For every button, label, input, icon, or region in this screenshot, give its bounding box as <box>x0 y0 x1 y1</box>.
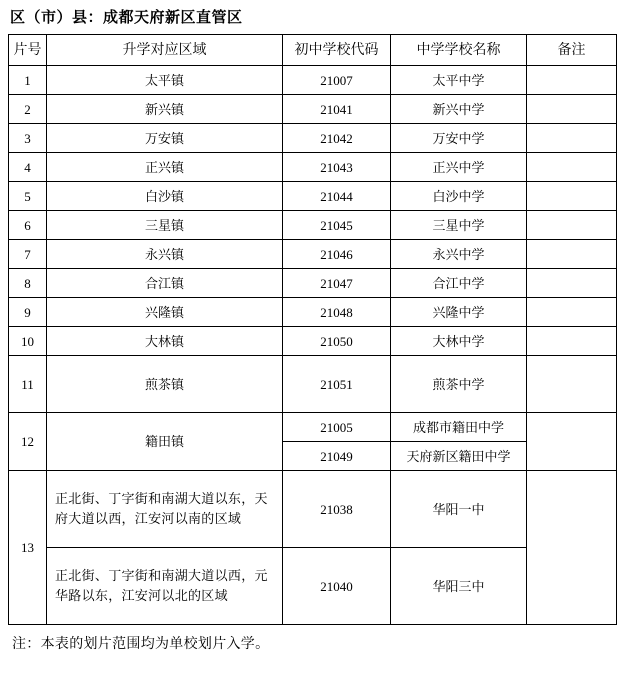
cell-name: 三星中学 <box>391 211 527 240</box>
cell-no: 10 <box>9 327 47 356</box>
table-row <box>9 548 617 625</box>
school-assignment-table <box>8 34 617 625</box>
cell-no: 8 <box>9 269 47 298</box>
cell-code: 21038 <box>283 471 391 548</box>
cell-note <box>527 240 617 269</box>
cell-note <box>527 124 617 153</box>
cell-note <box>527 95 617 124</box>
cell-code: 21043 <box>283 153 391 182</box>
cell-note <box>527 66 617 95</box>
cell-area: 合江镇 <box>47 269 283 298</box>
cell-code: 21041 <box>283 95 391 124</box>
cell-name: 大林中学 <box>391 327 527 356</box>
cell-no: 4 <box>9 153 47 182</box>
cell-code: 21048 <box>283 298 391 327</box>
cell-area: 正北街、丁字街和南湖大道以东，天府大道以西，江安河以南的区域 <box>47 471 283 548</box>
table-footnote: 注：本表的划片范围均为单校划片入学。 <box>12 637 270 652</box>
cell-area: 新兴镇 <box>47 95 283 124</box>
cell-name: 合江中学 <box>391 269 527 298</box>
cell-no: 6 <box>9 211 47 240</box>
cell-note <box>527 413 617 471</box>
cell-area: 正北街、丁字街和南湖大道以西，元华路以东，江安河以北的区域 <box>47 548 283 625</box>
cell-no: 9 <box>9 298 47 327</box>
cell-name: 正兴中学 <box>391 153 527 182</box>
cell-area: 太平镇 <box>47 66 283 95</box>
cell-name: 太平中学 <box>391 66 527 95</box>
table-row <box>9 66 617 95</box>
table-row <box>9 413 617 442</box>
cell-note <box>527 298 617 327</box>
cell-name: 万安中学 <box>391 124 527 153</box>
cell-code: 21049 <box>283 442 391 471</box>
cell-no: 11 <box>9 356 47 413</box>
cell-note <box>527 182 617 211</box>
cell-area: 万安镇 <box>47 124 283 153</box>
cell-area: 兴隆镇 <box>47 298 283 327</box>
table-header-row <box>9 35 617 66</box>
header-cell-note: 备注 <box>527 35 617 66</box>
cell-area: 煎茶镇 <box>47 356 283 413</box>
cell-name: 白沙中学 <box>391 182 527 211</box>
cell-no: 1 <box>9 66 47 95</box>
cell-note <box>527 211 617 240</box>
cell-name: 成都市籍田中学 <box>391 413 527 442</box>
header-cell-code: 初中学校代码 <box>283 35 391 66</box>
cell-code: 21051 <box>283 356 391 413</box>
cell-no: 7 <box>9 240 47 269</box>
cell-area: 三星镇 <box>47 211 283 240</box>
table-row <box>9 124 617 153</box>
header-cell-area: 升学对应区域 <box>47 35 283 66</box>
cell-code: 21050 <box>283 327 391 356</box>
cell-name: 煎茶中学 <box>391 356 527 413</box>
cell-note <box>527 356 617 413</box>
table-row <box>9 356 617 413</box>
cell-note <box>527 327 617 356</box>
cell-code: 21005 <box>283 413 391 442</box>
table-row <box>9 95 617 124</box>
cell-no: 12 <box>9 413 47 471</box>
cell-no: 2 <box>9 95 47 124</box>
cell-area: 籍田镇 <box>47 413 283 471</box>
cell-no: 13 <box>9 471 47 625</box>
cell-name: 华阳三中 <box>391 548 527 625</box>
cell-area: 正兴镇 <box>47 153 283 182</box>
cell-name: 永兴中学 <box>391 240 527 269</box>
table-row <box>9 182 617 211</box>
cell-area: 大林镇 <box>47 327 283 356</box>
table-row <box>9 327 617 356</box>
cell-code: 21046 <box>283 240 391 269</box>
cell-code: 21007 <box>283 66 391 95</box>
cell-note <box>527 269 617 298</box>
table-row <box>9 211 617 240</box>
cell-no: 5 <box>9 182 47 211</box>
table-row <box>9 471 617 548</box>
cell-name: 兴隆中学 <box>391 298 527 327</box>
header-cell-name: 中学学校名称 <box>391 35 527 66</box>
table-row <box>9 240 617 269</box>
cell-area: 永兴镇 <box>47 240 283 269</box>
cell-code: 21042 <box>283 124 391 153</box>
cell-name: 新兴中学 <box>391 95 527 124</box>
cell-code: 21045 <box>283 211 391 240</box>
cell-code: 21044 <box>283 182 391 211</box>
page-title: 区（市）县：成都天府新区直管区 <box>10 10 243 26</box>
cell-code: 21040 <box>283 548 391 625</box>
cell-code: 21047 <box>283 269 391 298</box>
cell-note <box>527 471 617 625</box>
header-cell-no: 片号 <box>9 35 47 66</box>
table-row <box>9 153 617 182</box>
cell-name: 华阳一中 <box>391 471 527 548</box>
cell-name: 天府新区籍田中学 <box>391 442 527 471</box>
cell-area: 白沙镇 <box>47 182 283 211</box>
cell-note <box>527 153 617 182</box>
table-row <box>9 269 617 298</box>
table-row <box>9 298 617 327</box>
cell-no: 3 <box>9 124 47 153</box>
